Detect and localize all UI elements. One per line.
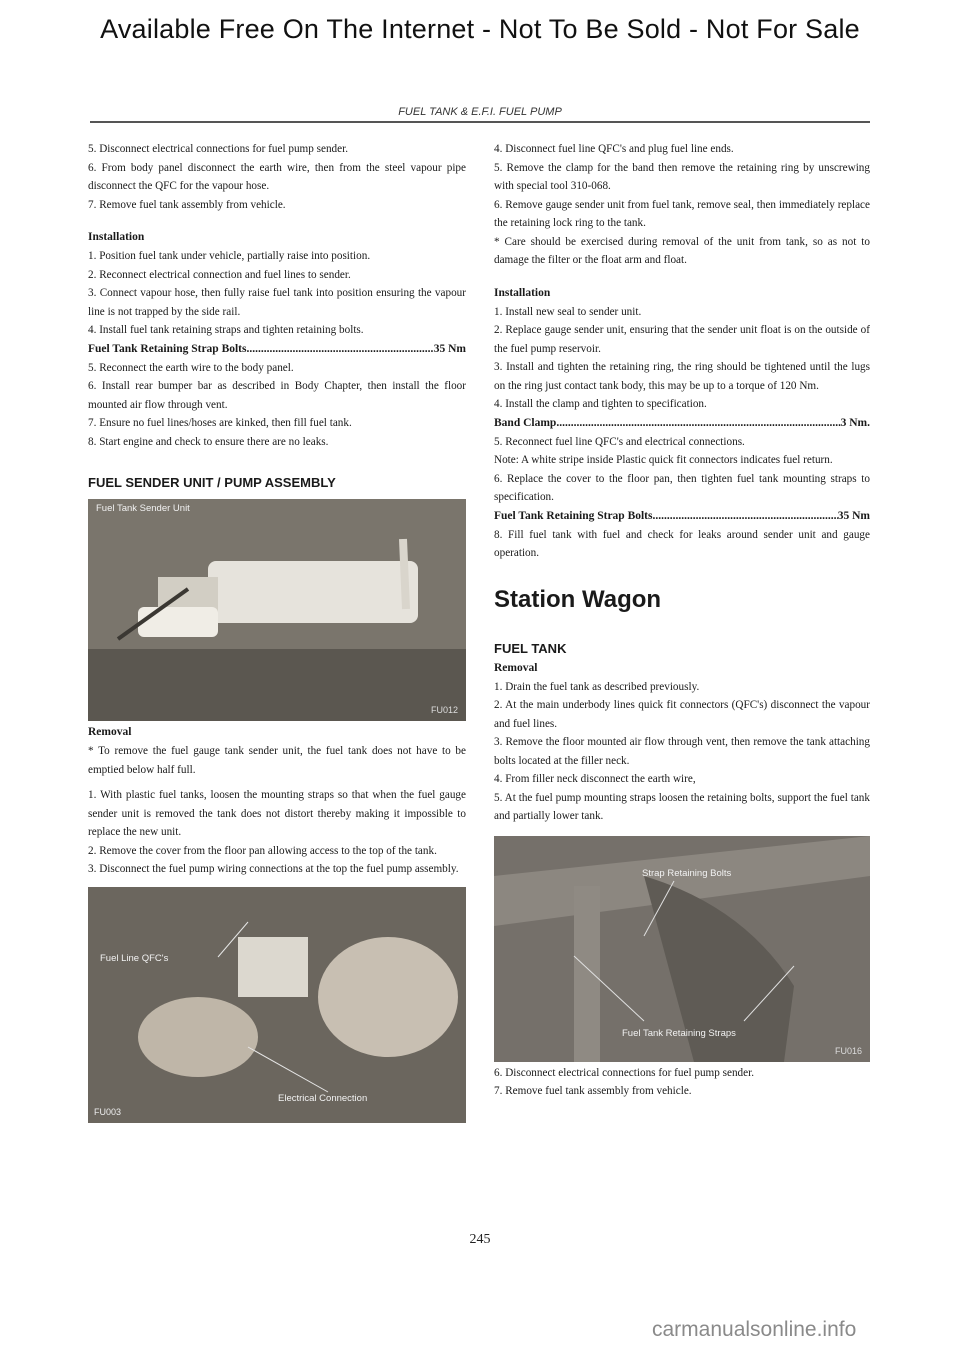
- note-text: * To remove the fuel gauge tank sender unit, the fuel tank does not have to be emptied below half full.: [88, 745, 466, 776]
- left-column: [88, 140, 466, 1125]
- spec-leader: [652, 507, 837, 526]
- removal-heading: Removal: [494, 661, 538, 674]
- step-text: 2. Remove the cover from the floor pan allowing access to the top of the tank.: [88, 844, 437, 857]
- step-text: 5. Reconnect fuel line QFC's and electrical connections.: [494, 435, 745, 448]
- wiring-connection-photo: [88, 887, 466, 1123]
- step-text: 4. Install fuel tank retaining straps and tighten retaining bolts.: [88, 324, 364, 336]
- photo-caption: Fuel Tank Retaining Straps: [622, 1027, 736, 1039]
- removal-heading: Removal: [88, 726, 132, 738]
- spec-label: Band Clamp: [494, 416, 557, 429]
- right-column: [494, 140, 870, 1101]
- site-watermark: carmanualsonline.info: [652, 1318, 857, 1341]
- spec-value: 35 Nm: [433, 342, 466, 355]
- wiring-connection-illustration: [88, 887, 466, 1123]
- step-text: 3. Install and tighten the retaining ring, the ring should be tightened until the lugs on the ring just contact tank body, this may be up to a torque of 120 Nm.: [494, 361, 870, 392]
- step-text: 7. Remove fuel tank assembly from vehicle.: [494, 1085, 692, 1097]
- note-text: * Care should be exercised during removal of the unit from tank, so as not to damage the filter or the float arm and float.: [494, 235, 870, 266]
- photo-caption: Fuel Tank Sender Unit: [96, 503, 190, 514]
- photo-caption: Strap Retaining Bolts: [642, 867, 732, 879]
- step-text: 3. Connect vapour hose, then fully raise fuel tank into position ensuring the vapour line is not trapped by the side rail.: [88, 287, 466, 318]
- spec-leader: [556, 414, 840, 433]
- step-text: 5. Disconnect electrical connections for fuel pump sender.: [88, 143, 349, 155]
- step-text: 3. Disconnect the fuel pump wiring connections at the top the fuel pump assembly.: [88, 863, 459, 875]
- step-text: 3. Remove the floor mounted air flow through vent, then remove the tank attaching bolts located at the filler neck.: [494, 736, 870, 767]
- figure-code: FU016: [834, 1045, 862, 1056]
- running-head: FUEL TANK & E.F.I. FUEL PUMP: [398, 106, 562, 118]
- step-text: 2. At the main underbody lines quick fit connectors (QFC's) disconnect the vapour and fuel lines.: [494, 699, 870, 730]
- step-text: 2. Reconnect electrical connection and fuel lines to sender.: [88, 268, 351, 281]
- spec-label: Fuel Tank Retaining Strap Bolts: [494, 509, 653, 522]
- step-text: 1. With plastic fuel tanks, loosen the mounting straps so that when the fuel gauge sender unit is removed the tank does not distort thereby making it impossible to replace the new unit.: [88, 789, 466, 838]
- step-text: 6. Disconnect electrical connections for fuel pump sender.: [494, 1066, 755, 1079]
- step-text: 6. Remove gauge sender unit from fuel tank, remove seal, then immediately replace the retaining lock ring to the tank.: [494, 198, 870, 229]
- step-text: 1. Install new seal to sender unit.: [494, 305, 642, 318]
- step-text: 1. Position fuel tank under vehicle, partially raise into position.: [88, 250, 371, 262]
- installation-heading: Installation: [494, 286, 551, 299]
- note-text: Note: A white stripe inside Plastic quick fit connectors indicates fuel return.: [494, 454, 833, 466]
- step-text: 4. Install the clamp and tighten to specification.: [494, 398, 707, 410]
- station-wagon-heading: Station Wagon: [494, 585, 662, 613]
- sender-unit-photo: [88, 499, 466, 721]
- step-text: 6. Install rear bumper bar as described in Body Chapter, then install the floor mounted air flow through vent.: [88, 380, 466, 411]
- photo-caption: Electrical Connection: [278, 1092, 368, 1104]
- fuel-tank-strap-photo: [494, 836, 870, 1062]
- installation-heading: Installation: [88, 231, 145, 243]
- torque-spec: [494, 414, 870, 433]
- figure-code: FU003: [94, 1106, 122, 1117]
- torque-spec: [494, 507, 870, 526]
- spec-leader: [246, 340, 433, 359]
- step-text: 7. Remove fuel tank assembly from vehicle.: [88, 198, 286, 211]
- spec-value: 35 Nm: [837, 509, 870, 522]
- step-text: 6. Replace the cover to the floor pan, then tighten fuel tank mounting straps to specification.: [494, 472, 870, 503]
- step-text: 5. Remove the clamp for the band then remove the retaining ring by unscrewing with special tool 310-068.: [494, 161, 870, 192]
- photo-caption: Fuel Line QFC's: [100, 952, 169, 964]
- figure-code: FU012: [430, 705, 458, 715]
- page-number: 245: [469, 1232, 491, 1247]
- step-text: 1. Drain the fuel tank as described previously.: [494, 680, 700, 693]
- step-text: 8. Fill fuel tank with fuel and check for leaks around sender unit and gauge operation.: [494, 528, 870, 559]
- torque-spec: [88, 340, 466, 359]
- step-text: 4. Disconnect fuel line QFC's and plug fuel line ends.: [494, 143, 734, 155]
- spec-value: 3 Nm.: [840, 416, 870, 429]
- step-text: 5. At the fuel pump mounting straps loosen the retaining bolts, support the fuel tank and partially lower tank.: [494, 791, 870, 822]
- section-heading: FUEL SENDER UNIT / PUMP ASSEMBLY: [88, 475, 336, 490]
- step-text: 5. Reconnect the earth wire to the body panel.: [88, 361, 294, 374]
- header-rule: [90, 121, 870, 123]
- section-heading: FUEL TANK: [494, 640, 567, 656]
- step-text: 4. From filler neck disconnect the earth wire,: [494, 773, 696, 785]
- step-text: 8. Start engine and check to ensure there are no leaks.: [88, 435, 329, 448]
- page-banner: Available Free On The Internet - Not To Be Sold - Not For Sale: [100, 14, 860, 44]
- sender-unit-illustration: [88, 499, 466, 721]
- step-text: 7. Ensure no fuel lines/hoses are kinked, then fill fuel tank.: [88, 417, 352, 429]
- spec-label: Fuel Tank Retaining Strap Bolts: [88, 342, 247, 355]
- step-text: 2. Replace gauge sender unit, ensuring that the sender unit float is on the outside of the fuel pump reservoir.: [494, 324, 870, 355]
- step-text: 6. From body panel disconnect the earth wire, then from the steel vapour pipe disconnect the QFC for the vapour hose.: [88, 161, 466, 192]
